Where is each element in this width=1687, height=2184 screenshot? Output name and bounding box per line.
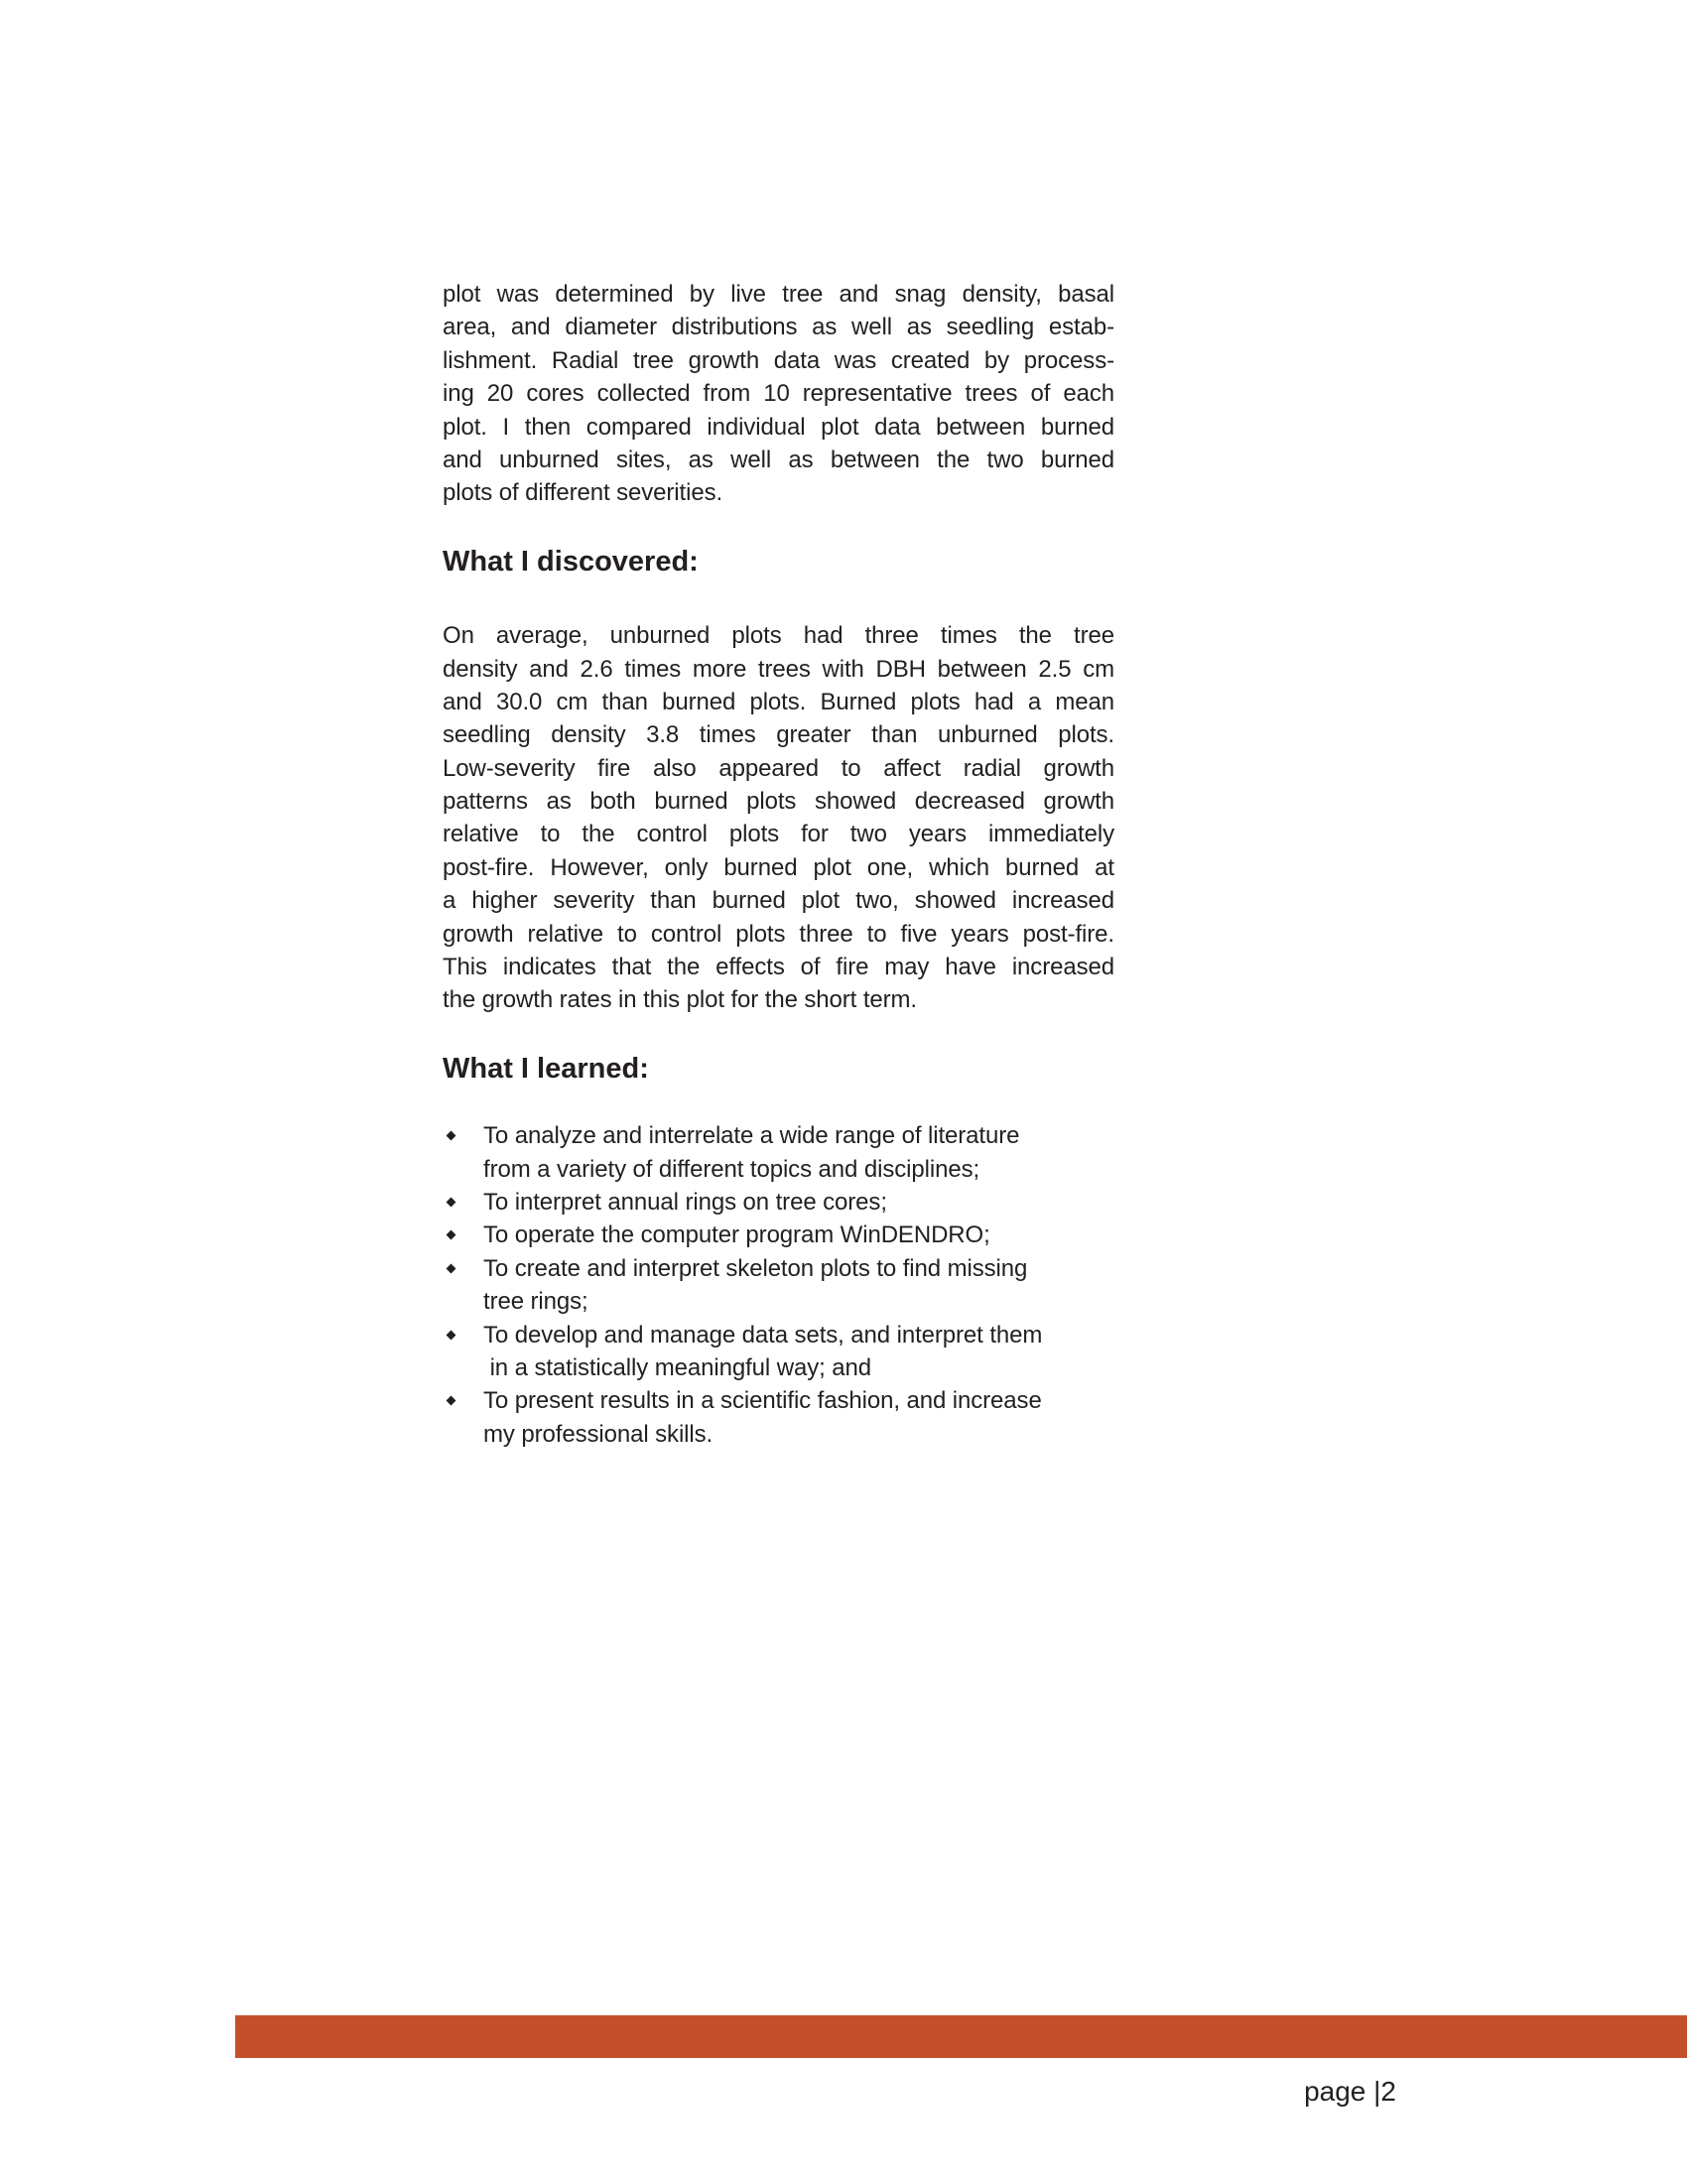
bullet-icon — [443, 1186, 483, 1219]
footer-accent-bar — [235, 2015, 1687, 2058]
bullet-icon — [443, 1319, 483, 1385]
text-line: seedling density 3.8 times greater than unburned plots. — [443, 721, 1114, 749]
text-line: To develop and manage data sets, and interpret them — [483, 1321, 1043, 1349]
bullet-icon — [443, 1119, 483, 1186]
text-line: On average, unburned plots had three times the tree — [443, 622, 1114, 650]
text-line: post-fire. However, only burned plot one, which burned at — [443, 853, 1114, 881]
text-line: To create and interpret skeleton plots to find missing — [483, 1254, 1028, 1282]
list-item-text — [483, 1219, 1114, 1251]
text-line: To interpret annual rings on tree cores; — [483, 1189, 887, 1217]
bullet-diamond-icon — [447, 1230, 456, 1240]
text-line: and 30.0 cm than burned plots. Burned plots had a mean — [443, 688, 1114, 715]
text-line: lishment. Radial tree growth data was created by process- — [443, 346, 1114, 374]
list-item — [443, 1219, 1114, 1251]
list-item-text — [483, 1186, 1114, 1219]
text-line: and unburned sites, as well as between the two burned — [443, 446, 1114, 473]
text-line: This indicates that the effects of fire may have increased — [443, 954, 1114, 981]
learned-heading: What I learned: — [443, 1052, 649, 1085]
list-item — [443, 1252, 1114, 1319]
text-line: plots of different severities. — [443, 479, 723, 507]
text-line: Low-severity fire also appeared to affect radial growth — [443, 754, 1114, 782]
bullet-diamond-icon — [447, 1330, 456, 1340]
text-line: To analyze and interrelate a wide range of literature — [483, 1122, 1020, 1150]
list-item-text — [483, 1319, 1114, 1385]
list-item — [443, 1119, 1114, 1186]
text-line: the growth rates in this plot for the short term. — [443, 986, 917, 1014]
learned-list — [443, 1119, 1114, 1451]
text-line: a higher severity than burned plot two, showed increased — [443, 887, 1114, 915]
text-line: plot was determined by live tree and snag density, basal — [443, 281, 1114, 308]
bullet-icon — [443, 1219, 483, 1251]
page-number: page |2 — [1304, 2076, 1396, 2107]
list-item-text — [483, 1252, 1114, 1319]
text-line: patterns as both burned plots showed decreased growth — [443, 788, 1114, 816]
main-text-column — [443, 278, 1114, 1451]
text-line: plot. I then compared individual plot data between burned — [443, 413, 1114, 441]
bullet-diamond-icon — [447, 1263, 456, 1273]
bullet-diamond-icon — [447, 1396, 456, 1406]
text-line: tree rings; — [483, 1288, 588, 1316]
text-line: To present results in a scientific fashion, and increase — [483, 1387, 1042, 1415]
text-line: area, and diameter distributions as well as seedling estab- — [443, 314, 1114, 341]
discovered-heading: What I discovered: — [443, 545, 699, 578]
text-line: in a statistically meaningful way; and — [483, 1353, 871, 1381]
text-line: ing 20 cores collected from 10 representative trees of each — [443, 380, 1114, 408]
bullet-diamond-icon — [447, 1198, 456, 1208]
list-item — [443, 1186, 1114, 1219]
text-line: growth relative to control plots three to five years post-fire. — [443, 920, 1114, 948]
text-line: relative to the control plots for two years immediately — [443, 821, 1114, 848]
text-line: my professional skills. — [483, 1420, 714, 1448]
list-item — [443, 1319, 1114, 1385]
list-item — [443, 1384, 1114, 1451]
list-item-text — [483, 1119, 1114, 1186]
discovered-paragraph — [443, 619, 1114, 1017]
intro-paragraph — [443, 278, 1114, 510]
bullet-icon — [443, 1384, 483, 1451]
text-line: density and 2.6 times more trees with DBH between 2.5 cm — [443, 655, 1114, 683]
list-item-text — [483, 1384, 1114, 1451]
bullet-diamond-icon — [447, 1131, 456, 1141]
text-line: from a variety of different topics and disciplines; — [483, 1155, 980, 1183]
text-line: To operate the computer program WinDENDRO; — [483, 1221, 990, 1249]
bullet-icon — [443, 1252, 483, 1319]
